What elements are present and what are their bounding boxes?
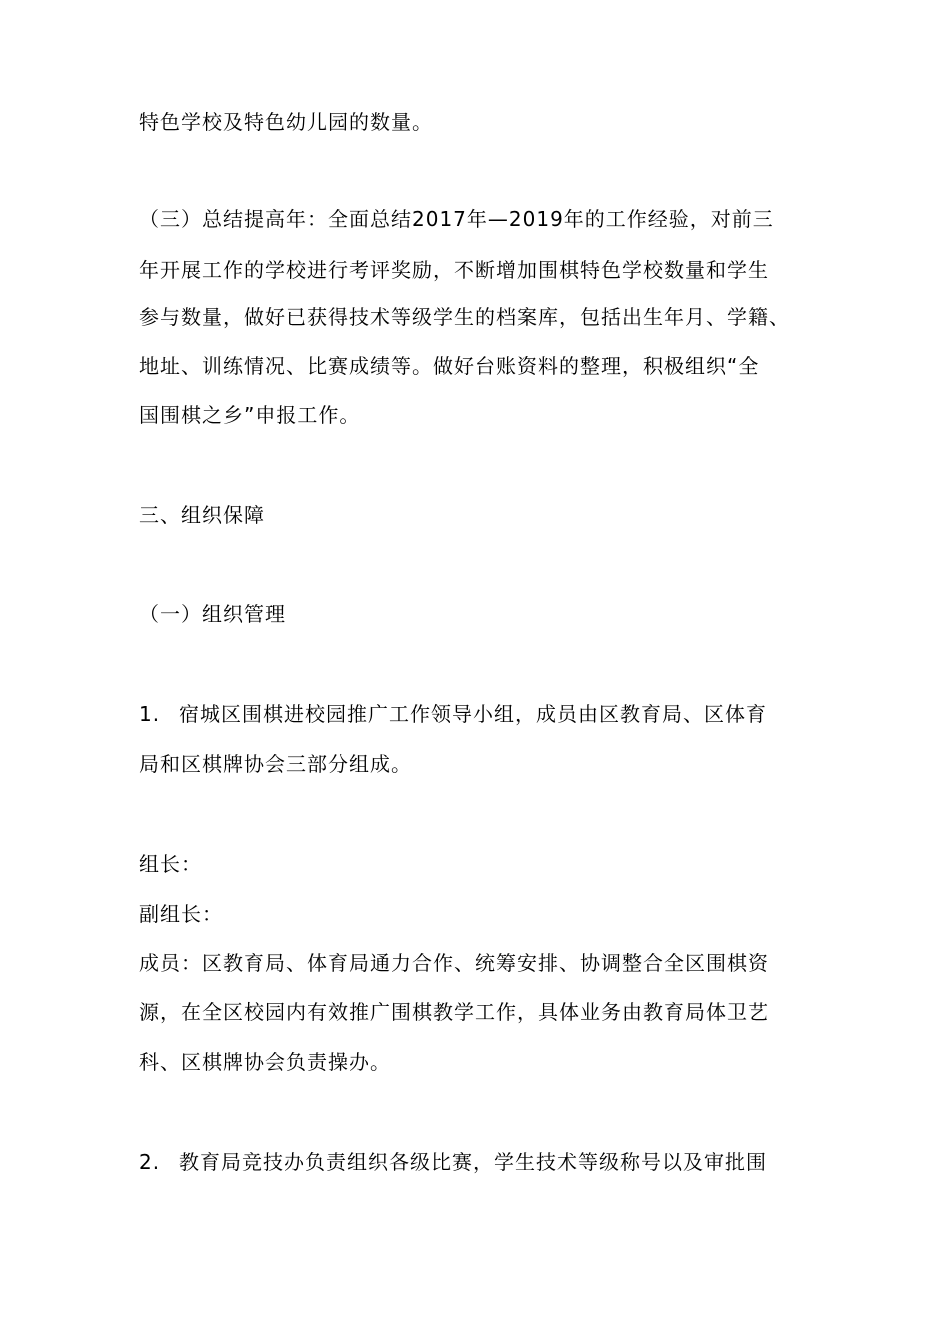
paragraph-line: 参与数量，做好已获得技术等级学生的档案库，包括出生年月、学籍、 (139, 305, 790, 329)
paragraph-line: 地址、训练情况、比赛成绩等。做好台账资料的整理，积极组织“全 (139, 354, 760, 378)
numbered-item (139, 700, 767, 728)
paragraph-line: 局和区棋牌协会三部分组成。 (139, 752, 412, 776)
paragraph-line: 源，在全区校园内有效推广围棋教学工作，具体业务由教育局体卫艺 (139, 1000, 769, 1024)
paragraph-line: （三）总结提高年：全面总结2017年—2019年的工作经验，对前三 (139, 207, 774, 231)
list-item-text: 教育局竞技办负责组织各级比赛，学生技术等级称号以及审批围 (179, 1150, 767, 1174)
paragraph-line: 科、区棋牌协会负责操办。 (139, 1050, 391, 1074)
list-item-text: 宿城区围棋进校园推广工作领导小组，成员由区教育局、区体育 (179, 702, 767, 726)
numbered-item (139, 1148, 767, 1176)
paragraph-line: 国围棋之乡”申报工作。 (139, 403, 361, 427)
role-label-leader: 组长： (139, 852, 202, 876)
list-number: 1. (139, 702, 161, 726)
section-heading: 三、组织保障 (139, 503, 265, 527)
paragraph-line: 年开展工作的学校进行考评奖励，不断增加围棋特色学校数量和学生 (139, 258, 769, 282)
paragraph-line: 特色学校及特色幼儿园的数量。 (139, 110, 433, 134)
role-label-deputy: 副组长： (139, 902, 223, 926)
subsection-heading: （一）组织管理 (139, 602, 286, 626)
list-number: 2. (139, 1150, 161, 1174)
paragraph-line: 成员：区教育局、体育局通力合作、统筹安排、协调整合全区围棋资 (139, 951, 769, 975)
